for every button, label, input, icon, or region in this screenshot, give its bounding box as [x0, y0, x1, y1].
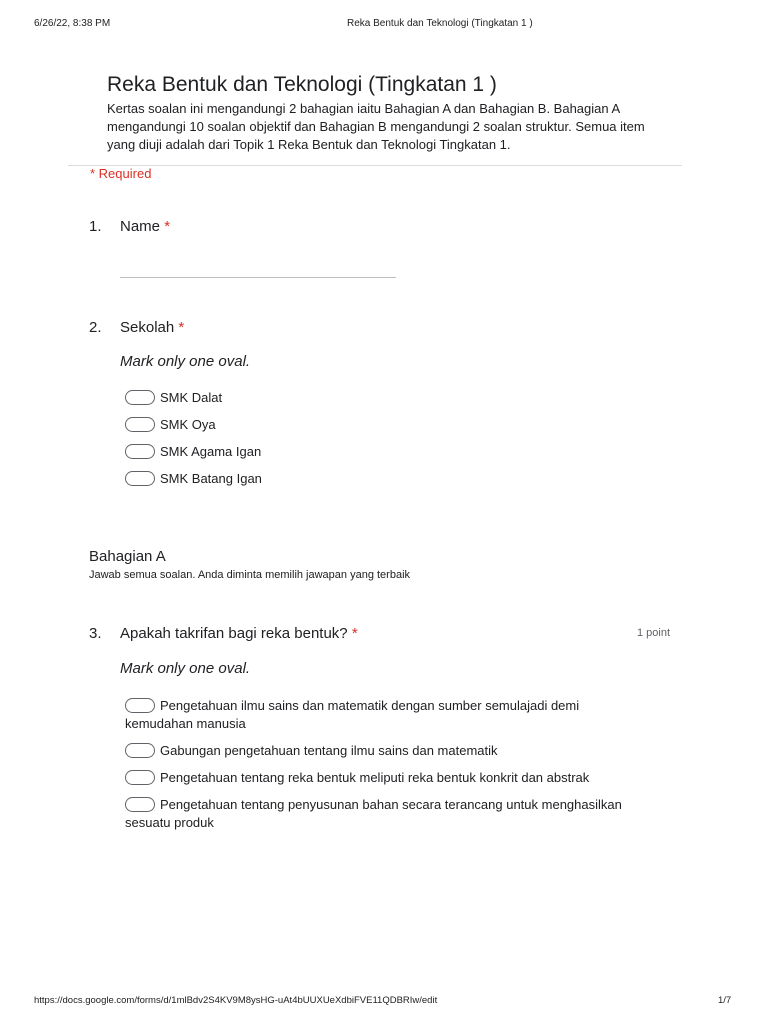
required-note: * Required	[90, 166, 152, 181]
question-title-reka-bentuk	[120, 625, 358, 642]
question-title-text: Sekolah	[120, 319, 175, 336]
option-b[interactable]	[125, 742, 645, 760]
option-label: SMK Dalat	[160, 390, 223, 405]
option-label: Gabungan pengetahuan tentang ilmu sains dan matematik	[160, 743, 498, 758]
question-title-text: Apakah takrifan bagi reka bentuk?	[120, 625, 348, 642]
option-c[interactable]	[125, 769, 645, 787]
section-description: Jawab semua soalan. Anda diminta memilih jawapan yang terbaik	[89, 569, 411, 581]
oval-radio[interactable]	[125, 390, 155, 405]
question-title-sekolah	[120, 319, 184, 336]
option-label: SMK Batang Igan	[160, 471, 262, 486]
option-smk-oya[interactable]	[125, 416, 216, 434]
required-star: *	[178, 319, 185, 336]
question-title-text: Name	[120, 218, 161, 235]
required-star: *	[164, 218, 171, 235]
print-timestamp: 6/26/22, 8:38 PM	[34, 18, 111, 29]
option-smk-agama-igan[interactable]	[125, 443, 261, 461]
section-title: Bahagian A	[89, 548, 166, 565]
option-label: Pengetahuan ilmu sains dan matematik dengan sumber semulajadi demi kemudahan manusia	[125, 698, 580, 731]
print-header-title: Reka Bentuk dan Teknologi (Tingkatan 1 )	[347, 18, 533, 29]
mark-instruction: Mark only one oval.	[120, 353, 251, 370]
header-divider	[68, 165, 682, 166]
oval-radio[interactable]	[125, 444, 155, 459]
question-number: 1.	[89, 218, 102, 235]
question-number: 3.	[89, 625, 102, 642]
question-title-name	[120, 218, 170, 235]
option-d[interactable]	[125, 796, 645, 832]
oval-radio[interactable]	[125, 698, 155, 713]
option-a[interactable]	[125, 697, 645, 733]
oval-radio[interactable]	[125, 417, 155, 432]
name-answer-line[interactable]	[120, 277, 396, 278]
oval-radio[interactable]	[125, 770, 155, 785]
option-smk-dalat[interactable]	[125, 389, 222, 407]
form-title: Reka Bentuk dan Teknologi (Tingkatan 1 )	[107, 73, 497, 96]
points-label: 1 point	[637, 627, 671, 639]
option-label: SMK Oya	[160, 417, 216, 432]
oval-radio[interactable]	[125, 797, 155, 812]
question-number: 2.	[89, 319, 102, 336]
print-url: https://docs.google.com/forms/d/1mlBdv2S4KV9M8ysHG-uAt4bUUXUeXdbiFVE11QDBRIw/edit	[34, 995, 438, 1006]
option-smk-batang-igan[interactable]	[125, 470, 262, 488]
page-number: 1/7	[718, 995, 732, 1006]
required-star: *	[351, 625, 358, 642]
option-label: SMK Agama Igan	[160, 444, 262, 459]
mark-instruction: Mark only one oval.	[120, 660, 251, 677]
oval-radio[interactable]	[125, 471, 155, 486]
oval-radio[interactable]	[125, 743, 155, 758]
option-label: Pengetahuan tentang penyusunan bahan secara terancang untuk menghasilkan sesuatu produk	[125, 797, 622, 830]
form-description: Kertas soalan ini mengandungi 2 bahagian iaitu Bahagian A dan Bahagian B. Bahagian A mengandungi 10 soalan objektif dan Bahagian B mengandungi 2 soalan struktur. Semua item yang diuji adalah dari Topik 1 Reka Bentuk dan Teknologi Tingkatan 1.	[107, 101, 645, 152]
option-label: Pengetahuan tentang reka bentuk meliputi reka bentuk konkrit dan abstrak	[160, 770, 590, 785]
